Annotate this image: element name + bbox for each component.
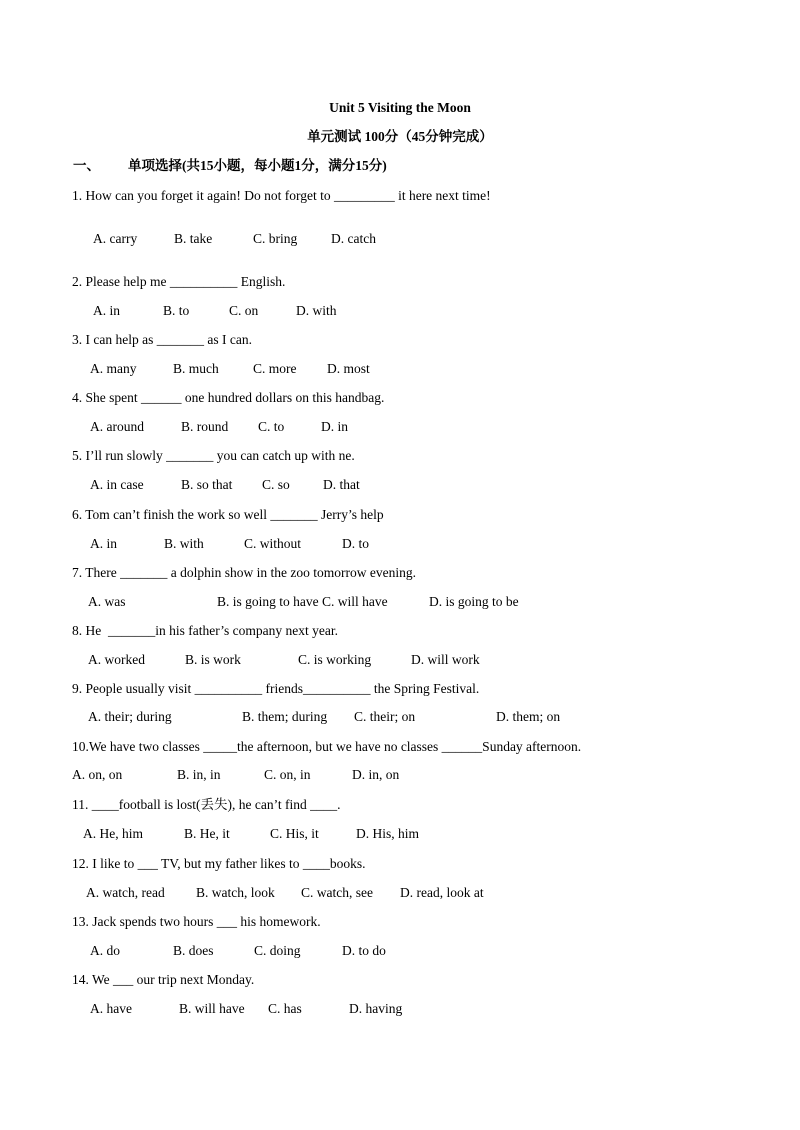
answer-option: C. has [268, 1001, 302, 1016]
answer-option: B. to [163, 303, 190, 318]
answer-option: D. them; on [496, 709, 561, 724]
question-stem: 10.We have two classes _____the afternoon, but we have no classes ______Sunday afternoon. [72, 739, 582, 754]
question-stem: 13. Jack spends two hours ___ his homework. [72, 914, 321, 929]
answer-option: D. is going to be [429, 594, 519, 609]
answer-option: B. is work [185, 652, 241, 667]
question-stem: 5. I’ll run slowly _______ you can catch up with ne. [72, 448, 355, 463]
answer-option: C. their; on [354, 709, 416, 724]
answer-option: A. watch, read [86, 885, 165, 900]
answer-option: D. will work [411, 652, 480, 667]
question-stem: 14. We ___ our trip next Monday. [72, 972, 255, 987]
answer-option: B. so that [181, 477, 233, 492]
question-stem: 8. He _______in his father’s company next year. [72, 623, 338, 638]
answer-option: B. in, in [177, 767, 221, 782]
answer-option: B. watch, look [196, 885, 275, 900]
answer-option: A. He, him [83, 826, 143, 841]
answer-option: B. them; during [242, 709, 328, 724]
answer-option: A. around [90, 419, 144, 434]
answer-option: D. most [327, 361, 370, 376]
question-stem: 12. I like to ___ TV, but my father likes to ____books. [72, 856, 366, 871]
answer-option: A. do [90, 943, 120, 958]
section-number: 一、 [73, 158, 100, 173]
answer-option: A. in case [90, 477, 144, 492]
question-stem: 7. There _______ a dolphin show in the zoo tomorrow evening. [72, 565, 416, 580]
answer-option: B. does [173, 943, 214, 958]
question-stem: 1. How can you forget it again! Do not forget to _________ it here next time! [72, 188, 491, 203]
answer-option: B. will have [179, 1001, 245, 1016]
answer-option: B. much [173, 361, 219, 376]
section-title: 单项选择(共15小题，每小题1分，满分15分) [128, 158, 387, 173]
answer-option: B. round [181, 419, 229, 434]
question-stem: 3. I can help as _______ as I can. [72, 332, 252, 347]
answer-option: C. is working [298, 652, 372, 667]
answer-option: B. is going to have C. will have [217, 594, 388, 609]
answer-option: C. His, it [270, 826, 319, 841]
answer-option: B. with [164, 536, 204, 551]
answer-option: A. many [90, 361, 137, 376]
answer-option: C. to [258, 419, 285, 434]
question-stem: 9. People usually visit __________ friends__________ the Spring Festival. [72, 681, 480, 696]
question-stem: 2. Please help me __________ English. [72, 274, 286, 289]
answer-option: A. in [90, 536, 117, 551]
answer-option: C. watch, see [301, 885, 373, 900]
answer-option: C. on [229, 303, 259, 318]
answer-option: D. to [342, 536, 369, 551]
page-title: Unit 5 Visiting the Moon [329, 100, 471, 115]
question-stem: 6. Tom can’t finish the work so well _______ Jerry’s help [72, 507, 384, 522]
answer-option: A. worked [88, 652, 145, 667]
answer-option: D. His, him [356, 826, 420, 841]
answer-option: A. on, on [72, 767, 123, 782]
answer-option: C. without [244, 536, 302, 551]
question-stem: 11. ____football is lost(丢失), he can’t find ____. [72, 797, 341, 812]
answer-option: B. take [174, 231, 213, 246]
answer-option: A. carry [93, 231, 138, 246]
answer-option: A. in [93, 303, 120, 318]
question-stem: 4. She spent ______ one hundred dollars on this handbag. [72, 390, 385, 405]
answer-option: C. on, in [264, 767, 311, 782]
answer-option: D. in [321, 419, 348, 434]
answer-option: A. their; during [88, 709, 172, 724]
answer-option: C. more [253, 361, 297, 376]
page-subtitle: 单元测试 100分（45分钟完成） [307, 129, 493, 144]
answer-option: D. catch [331, 231, 376, 246]
answer-option: C. bring [253, 231, 298, 246]
answer-option: C. doing [254, 943, 301, 958]
answer-option: A. was [88, 594, 126, 609]
answer-option: A. have [90, 1001, 132, 1016]
answer-option: B. He, it [184, 826, 230, 841]
answer-option: D. read, look at [400, 885, 484, 900]
answer-option: D. with [296, 303, 337, 318]
answer-option: D. having [349, 1001, 403, 1016]
answer-option: D. to do [342, 943, 386, 958]
answer-option: D. that [323, 477, 360, 492]
answer-option: C. so [262, 477, 290, 492]
answer-option: D. in, on [352, 767, 400, 782]
